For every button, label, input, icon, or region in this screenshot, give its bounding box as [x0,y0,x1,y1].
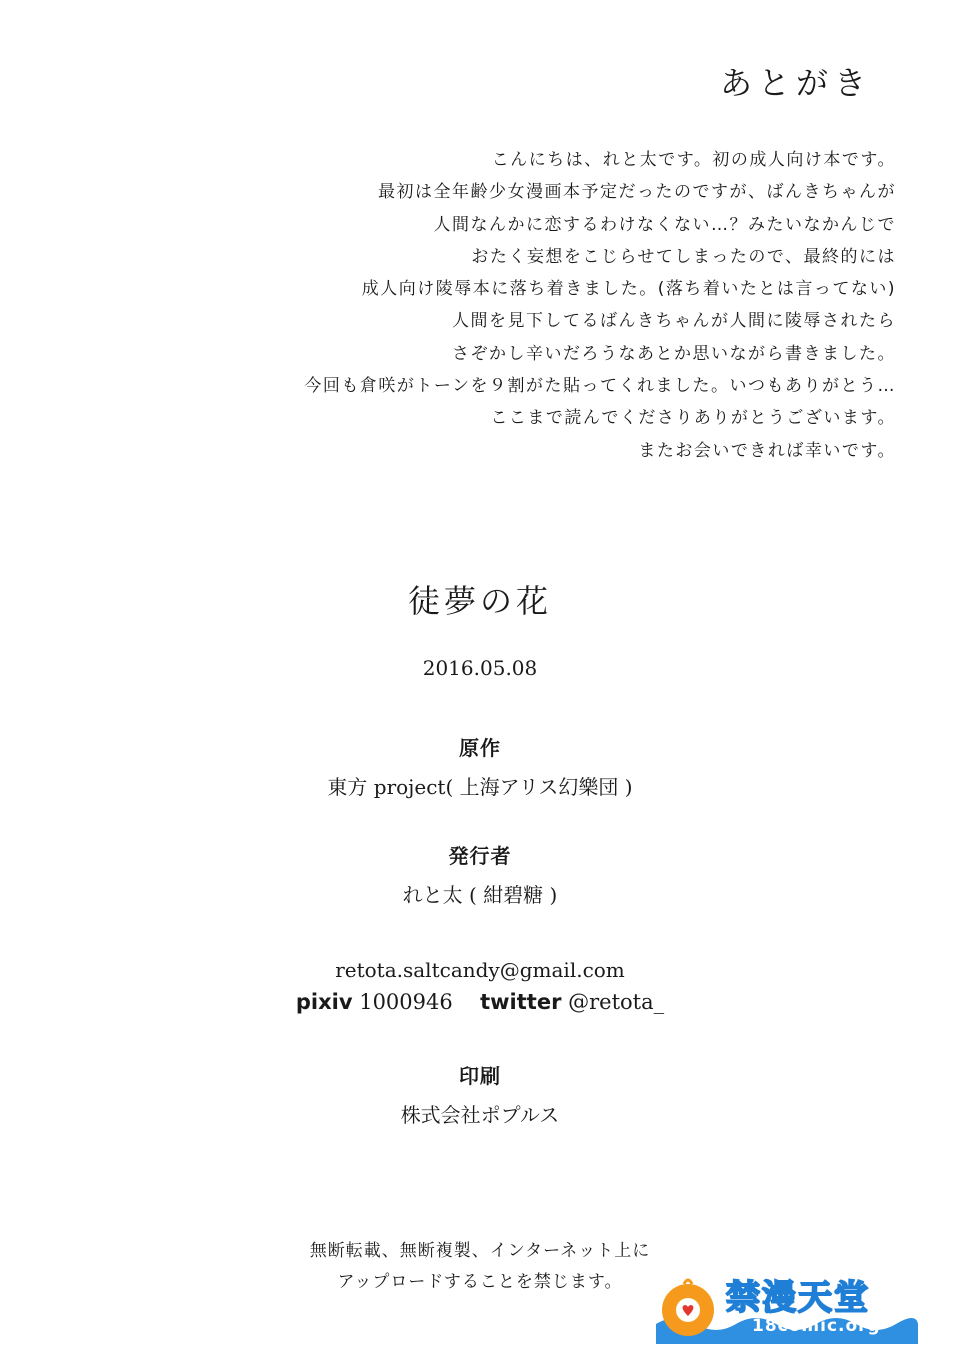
notice-line: アップロードすることを禁じます。 [337,1272,623,1292]
mascot-icon [656,1276,720,1340]
publication-date: 2016.05.08 [422,656,538,680]
colophon [0,570,960,1128]
twitter-handle: @retota_ [568,990,665,1014]
afterword-line: さぞかし辛いだろうなあとか思いながら書きました。 [452,343,896,364]
afterword-body [304,144,896,467]
afterword-line: またお会いできれば幸いです。 [638,440,896,461]
book-title: 徒夢の花 [407,582,552,620]
afterword-line: 人間を見下してるばんきちゃんが人間に陵辱されたら [452,311,896,332]
pixiv-label: pixiv [295,990,353,1014]
publisher-value: れと太 ( 紺碧糖 ) [402,883,558,907]
watermark-text: 禁漫天堂 [726,1278,870,1318]
afterword-line: おたく妄想をこじらせてしまったので、最終的には [471,246,896,267]
notice-line: 無断転載、無断複製、インターネット上に [309,1241,651,1261]
social-links [0,990,960,1014]
original-work-value: 東方 project( 上海アリス幻樂団 ) [327,775,633,799]
original-work-heading: 原作 [459,736,501,760]
afterword-title: あとがき [719,64,872,102]
contact-email: retota.saltcandy@gmail.com [335,958,625,982]
printer-heading: 印刷 [459,1064,501,1088]
afterword-line: 今回も倉咲がトーンを９割がた貼ってくれました。いつもありがとう… [304,376,896,397]
afterword-line: 最初は全年齢少女漫画本予定だったのですが、ばんきちゃんが [378,182,896,203]
afterword-line: 成人向け陵辱本に落ち着きました。(落ち着いたとは言ってない) [361,279,896,300]
afterword-line: 人間なんかに恋するわけなくない…？みたいなかんじで [433,214,896,235]
pixiv-id: 1000946 [359,990,453,1014]
afterword-line: ここまで読んでくださりありがとうございます。 [490,408,896,429]
publisher-heading: 発行者 [448,844,512,868]
watermark-subtext: 18comic.org [752,1316,881,1336]
printer-value: 株式会社ポプルス [400,1103,560,1127]
afterword-line: こんにちは、れと太です。初の成人向け本です。 [491,150,896,170]
twitter-label: twitter [480,990,562,1014]
site-watermark [656,1268,918,1344]
